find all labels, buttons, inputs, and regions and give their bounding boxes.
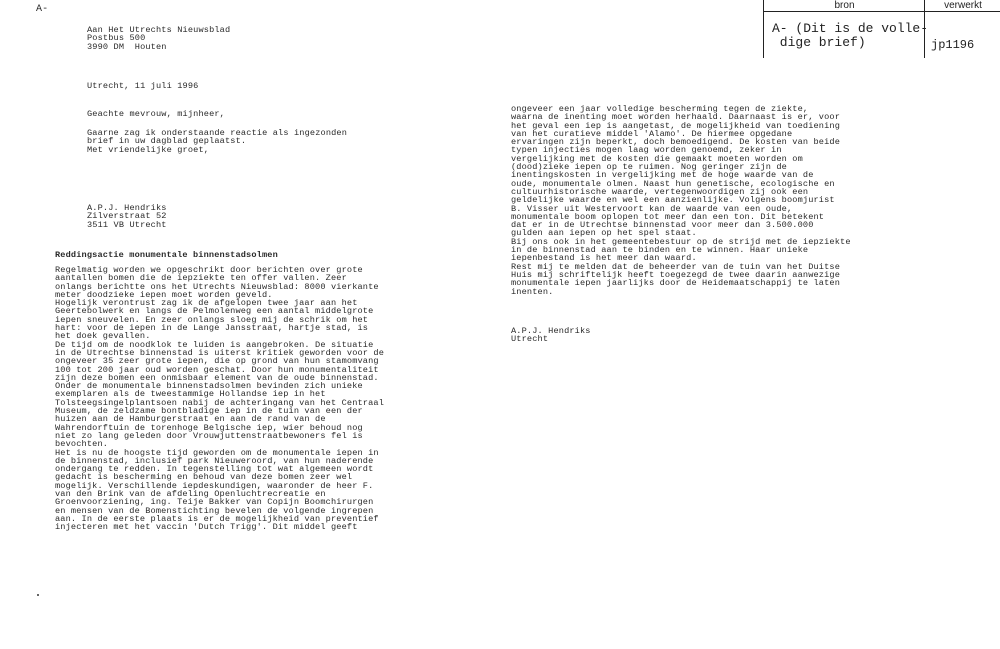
- article-line: bevochten.: [55, 439, 109, 450]
- address-line: Aan Het Utrechts Nieuwsblad: [87, 25, 231, 35]
- letter-date: Utrecht, 11 juli 1996: [87, 81, 199, 91]
- article-line: B. Visser uit Westervoort kan de waarde van een oude,: [511, 203, 793, 214]
- article-line: waarna de inenting moet worden herhaald. Daarnaast is er, voor: [511, 112, 841, 123]
- sender-block: [87, 204, 167, 229]
- article-line: Het is nu de hoogste tijd geworden om de monumentale iepen in: [55, 447, 379, 458]
- intro-paragraph: [87, 129, 347, 154]
- article-line: iepenbestand is het meer dan waard.: [511, 253, 697, 264]
- article-line: ondergang te redden. In tegenstelling tot wat algemeen wordt: [55, 464, 374, 475]
- article-line: onlangs berichtte ons het Utrechts Nieuwsblad: 8000 vierkante: [55, 281, 379, 292]
- article-line: aantallen bomen die de iepziekte ten offer vallen. Zeer: [55, 273, 347, 284]
- article-line: ervaringen zijn beperkt, doch bemoedigend. De kosten van beide: [511, 137, 841, 148]
- intro-line: Met vriendelijke groet,: [87, 144, 210, 155]
- article-line: 100 tot 200 jaar oud worden geschat. Door hun monumentaliteit: [55, 364, 379, 375]
- article-line: typen injecties mogen laag worden genoemd, zeker in: [511, 145, 782, 156]
- article-line: inenten.: [511, 286, 554, 297]
- address-line: 3990 DM Houten: [87, 41, 167, 52]
- article-line: Hogelijk verontrust zag ik de afgelopen twee jaar aan het: [55, 298, 358, 309]
- article-line: ongeveer een jaar volledige bescherming tegen de ziekte,: [511, 104, 809, 114]
- article-line: geldelijke waarde en wel een aanzienlijke. Volgens boomjurist: [511, 195, 835, 206]
- bron-label: bron: [764, 0, 925, 12]
- article-line: mogelijk. Verschillende iepdeskundigen, waaronder de heer F.: [55, 480, 374, 491]
- article-line: en mensen van de Bomenstichting bevelen de volgende ingrepen: [55, 505, 374, 516]
- archive-header-box: [763, 0, 1000, 58]
- article-line: cultuurhistorische waarde, vertegenwoordigen zij ook een: [511, 186, 809, 197]
- closing-signature: [511, 327, 591, 344]
- article-line: meter doodzieke iepen moet worden geveld.: [55, 289, 273, 300]
- article-line: de binnenstad, inclusief park Nieuweroord, van hun naderende: [55, 455, 374, 466]
- article-line: van den Brink van de afdeling Openluchtrecreatie en: [55, 489, 326, 500]
- article-title: Reddingsactie monumentale binnenstadsolmen: [55, 250, 278, 260]
- sender-line: Zilverstraat 52: [87, 211, 167, 222]
- intro-line: Gaarne zag ik onderstaande reactie als ingezonden: [87, 128, 348, 138]
- closing-line: Utrecht: [511, 334, 549, 345]
- article-line: in de binnenstad aan te binden en te winnen. Haar unieke: [511, 245, 809, 256]
- article-column-left: [55, 266, 384, 532]
- sender-line: 3511 VB Utrecht: [87, 219, 167, 230]
- verwerkt-note: jp1196: [931, 38, 975, 52]
- article-line: exemplaren als de tweestammige Hollandse iep in het: [55, 389, 326, 400]
- intro-line: brief in uw dagblad geplaatst.: [87, 136, 247, 147]
- article-line: Groenvoorziening, ing. Teije Bakker van Copijn Boomchirurgen: [55, 497, 374, 508]
- article-line: De tijd om de noodklok te luiden is aangebroken. De situatie: [55, 339, 374, 350]
- article-line: Tolsteegsingelplantsoen nabij de achteringang van het Centraal: [55, 397, 385, 408]
- article-line: monumentale boom oplopen tot meer dan een ton. Dit betekent: [511, 211, 825, 222]
- article-line: gedacht is bescherming en behoud van deze bomen zeer wel: [55, 472, 353, 483]
- address-line: Postbus 500: [87, 33, 146, 44]
- article-line: Regelmatig worden we opgeschrikt door berichten over grote: [55, 265, 363, 275]
- bron-column: [763, 0, 929, 58]
- article-line: (dood)zieke iepen op te ruimen. Nog geringer zijn de: [511, 162, 787, 173]
- article-line: het doek gevallen.: [55, 331, 151, 342]
- verwerkt-column: [924, 0, 1000, 58]
- article-line: monumentale iepen jaarlijks door de Heidemaatschappij te laten: [511, 278, 841, 289]
- article-line: van het curatieve middel 'Alamo'. De hiermee opgedane: [511, 128, 793, 139]
- article-line: aan. In de eerste plaats is er de mogelijkheid van preventief: [55, 513, 379, 524]
- article-line: het geval een iep is aangetast, de mogelijkheid van toediening: [511, 120, 841, 131]
- salutation: Geachte mevrouw, mijnheer,: [87, 109, 225, 119]
- sender-line: A.P.J. Hendriks: [87, 203, 167, 213]
- article-line: Museum, de zeldzame bontbladige iep in de tuin van een der: [55, 406, 363, 417]
- article-line: dat er in de Utrechtse binnenstad voor meer dan 3.500.000: [511, 220, 814, 231]
- article-line: vergelijking met de kosten die gemaakt moeten worden om: [511, 153, 803, 164]
- article-line: injecteren met het vaccin 'Dutch Trigg'. Dit middel geeft: [55, 522, 358, 533]
- verwerkt-label: verwerkt: [925, 0, 1000, 12]
- scan-speck: [37, 594, 39, 596]
- article-line: iepen sneuvelen. En zeer onlangs sloeg mij de schrik om het: [55, 314, 369, 325]
- article-line: Bij ons ook in het gemeentebestuur op de strijd met de iepziekte: [511, 236, 851, 247]
- closing-line: A.P.J. Hendriks: [511, 326, 591, 336]
- article-line: Wahrendorftuin de torenhoge Belgische iep, wier behoud nog: [55, 422, 363, 433]
- article-line: Geertebolwerk en langs de Pelmolenweg een aantal middelgrote: [55, 306, 374, 317]
- article-line: niet zo lang geleden door Vrouwjuttenstraatbewoners fel is: [55, 430, 363, 441]
- document-corner-mark: A-: [36, 4, 49, 15]
- article-line: Onder de monumentale binnenstadsolmen bevinden zich unieke: [55, 381, 363, 392]
- article-line: oude, monumentale olmen. Naast hun genetische, ecologische en: [511, 178, 835, 189]
- article-line: ongeveer 35 zeer grote iepen, die op grond van hun stamomvang: [55, 356, 379, 367]
- article-line: zijn deze bomen een onmisbaar element van de oude binnenstad.: [55, 372, 379, 383]
- article-line: hart: voor de iepen in de Lange Jansstraat, hartje stad, is: [55, 323, 369, 334]
- article-line: Huis mij schriftelijk heeft toegezegd de twee daarin aanwezige: [511, 269, 841, 280]
- recipient-address: [87, 26, 230, 51]
- article-column-right: [511, 105, 851, 296]
- article-line: inentingskosten in vergelijking met de hoge waarde van de: [511, 170, 814, 181]
- article-line: huizen aan de Hamburgerstraat en aan de rand van de: [55, 414, 326, 425]
- article-line: Rest mij te melden dat de beheerder van de tuin van het Duitse: [511, 261, 841, 272]
- article-line: in de Utrechtse binnenstad is uiterst kritiek geworden voor de: [55, 347, 385, 358]
- bron-note: A- (Dit is de volle- dige brief): [772, 21, 929, 50]
- article-line: gulden aan iepen op het spel staat.: [511, 228, 697, 239]
